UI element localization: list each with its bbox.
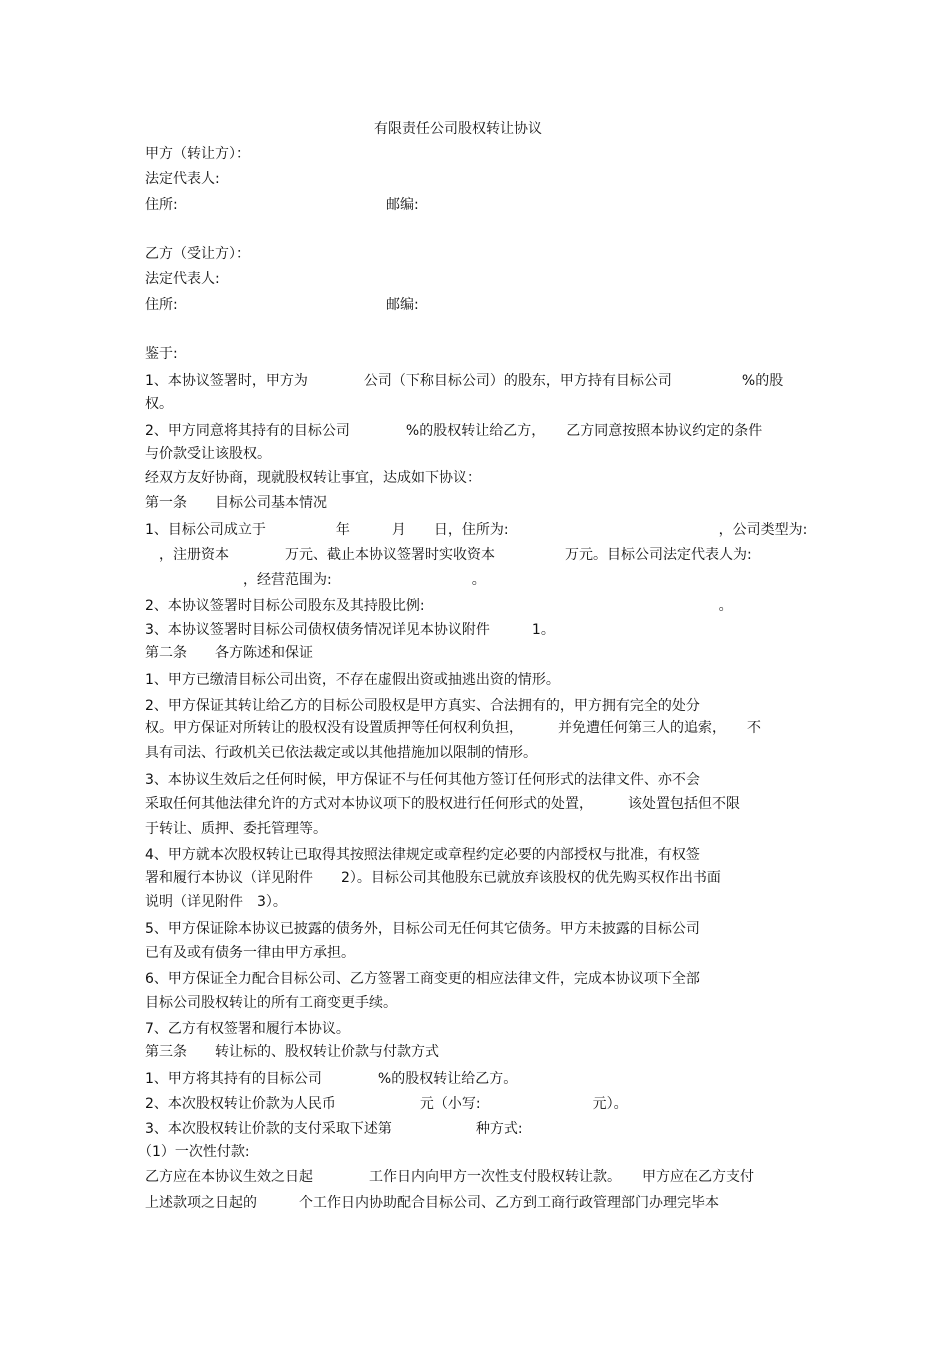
article-2-p2-line-1: 2、甲方保证其转让给乙方的目标公司股权是甲方真实、合法拥有的，甲方拥有完全的处分 — [145, 698, 700, 714]
article-2-p2-line-2: 权。甲方保证对所转让的股权没有设置质押等任何权利负担， 并免遭任何第三人的追索， 不 — [145, 720, 761, 736]
article-2-p3-line-3: 于转让、质押、委托管理等。 — [145, 821, 327, 837]
article-1-heading: 第一条 目标公司基本情况 — [145, 495, 327, 511]
document-title: 有限责任公司股权转让协议 — [374, 121, 542, 137]
article-1-p1-line-2: ，注册资本 万元、截止本协议签署时实收资本 万元。目标公司法定代表人为: — [145, 547, 752, 563]
party-a-name-label: 甲方（转让方）： — [145, 146, 250, 162]
article-1-p1-line-1: 1、目标公司成立于 年 月 日，住所为: ，公司类型为: — [145, 522, 808, 538]
party-b-name-label: 乙方（受让方）： — [145, 246, 250, 262]
article-3-p3-sub1-line-1: 乙方应在本协议生效之日起 工作日内向甲方一次性支付股权转让款。 甲方应在乙方支付 — [145, 1169, 754, 1185]
recital-2-line-1: 2、甲方同意将其持有的目标公司 %的股权转让给乙方， 乙方同意按照本协议约定的条件 — [145, 423, 763, 439]
article-3-p3: 3、本次股权转让价款的支付采取下述第 种方式: — [145, 1121, 523, 1137]
party-a-rep-label: 法定代表人: — [145, 171, 220, 187]
article-2-p4-line-1: 4、甲方就本次股权转让已取得其按照法律规定或章程约定必要的内部授权与批准，有权签 — [145, 847, 700, 863]
article-2-p3-line-2: 采取任何其他法律允许的方式对本协议项下的股权进行任何形式的处置， 该处置包括但不限 — [145, 796, 740, 812]
article-2-heading: 第二条 各方陈述和保证 — [145, 645, 313, 661]
article-2-p4-line-2: 署和履行本协议（详见附件 2）。目标公司其他股东已就放弃该股权的优先购买权作出书面 — [145, 870, 721, 886]
party-b-rep-label: 法定代表人: — [145, 271, 220, 287]
article-2-p3-line-1: 3、本协议生效后之任何时候，甲方保证不与任何其他方签订任何形式的法律文件、亦不会 — [145, 772, 700, 788]
article-2-p1: 1、甲方已缴清目标公司出资，不存在虚假出资或抽逃出资的情形。 — [145, 672, 560, 688]
article-2-p6-line-2: 目标公司股权转让的所有工商变更手续。 — [145, 995, 397, 1011]
article-3-p2: 2、本次股权转让价款为人民币 元（小写: 元）。 — [145, 1096, 628, 1112]
article-1-p3: 3、本协议签署时目标公司债权债务情况详见本协议附件 1。 — [145, 622, 555, 638]
party-b-postcode-label: 邮编: — [386, 297, 419, 313]
article-2-p6-line-1: 6、甲方保证全力配合目标公司、乙方签署工商变更的相应法律文件，完成本协议项下全部 — [145, 971, 700, 987]
recital-1-line-1: 1、本协议签署时，甲方为 公司（下称目标公司）的股东，甲方持有目标公司 %的股 — [145, 373, 784, 389]
article-2-p2-line-3: 具有司法、行政机关已依法裁定或以其他措施加以限制的情形。 — [145, 745, 537, 761]
article-3-p3-sub1: （1）一次性付款: — [138, 1144, 250, 1160]
article-3-p3-sub1-line-2: 上述款项之日起的 个工作日内协助配合目标公司、乙方到工商行政管理部门办理完毕本 — [145, 1195, 719, 1211]
recitals-heading: 鉴于: — [145, 346, 178, 362]
party-a-address-label: 住所: — [145, 197, 178, 213]
article-2-p7: 7、乙方有权签署和履行本协议。 — [145, 1021, 350, 1037]
party-a-postcode-label: 邮编: — [386, 197, 419, 213]
recital-1-line-2: 权。 — [145, 396, 173, 412]
article-3-p1: 1、甲方将其持有的目标公司 %的股权转让给乙方。 — [145, 1071, 518, 1087]
party-b-address-label: 住所: — [145, 297, 178, 313]
article-2-p5-line-1: 5、甲方保证除本协议已披露的债务外，目标公司无任何其它债务。甲方未披露的目标公司 — [145, 921, 700, 937]
article-1-p2: 2、本协议签署时目标公司股东及其持股比例: 。 — [145, 598, 733, 614]
article-3-heading: 第三条 转让标的、股权转让价款与付款方式 — [145, 1044, 439, 1060]
recital-2-line-2: 与价款受让该股权。 — [145, 446, 271, 462]
article-1-p1-line-3: ，经营范围为: 。 — [145, 572, 486, 588]
article-2-p4-line-3: 说明（详见附件 3）。 — [145, 894, 287, 910]
recitals-conclusion: 经双方友好协商，现就股权转让事宜，达成如下协议： — [145, 470, 481, 486]
article-2-p5-line-2: 已有及或有债务一律由甲方承担。 — [145, 945, 355, 961]
